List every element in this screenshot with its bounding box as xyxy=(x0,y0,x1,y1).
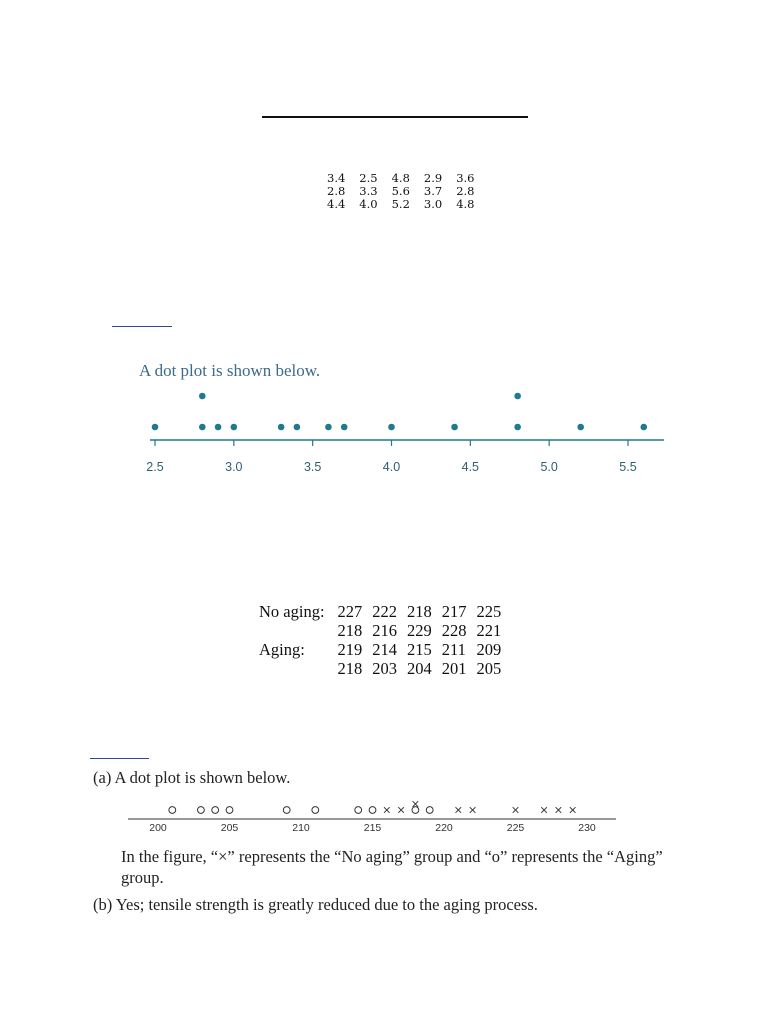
table-row xyxy=(320,198,481,211)
no-aging-marker xyxy=(513,807,519,813)
answer-a: (a) A dot plot is shown below. xyxy=(93,768,291,787)
table-cell: 222 xyxy=(372,602,398,621)
table-cell: 201 xyxy=(441,659,467,678)
table-cell: 217 xyxy=(441,602,467,621)
x-tick-label: 5.0 xyxy=(540,460,558,474)
table-cell: 2.8 xyxy=(456,184,475,198)
aging-marker xyxy=(283,807,290,814)
x-tick-label: 215 xyxy=(363,822,382,834)
x-tick-label: 205 xyxy=(220,822,239,834)
table-row xyxy=(254,659,506,678)
table-cell: 3.4 xyxy=(327,171,346,185)
no-aging-marker xyxy=(556,807,562,813)
table-cell: 4.8 xyxy=(456,197,475,211)
data-dot xyxy=(640,424,647,431)
no-aging-marker xyxy=(470,807,476,813)
data-dot xyxy=(388,424,395,431)
aging-marker xyxy=(355,807,362,814)
table-cell: 218 xyxy=(337,621,363,640)
x-tick-label: 210 xyxy=(292,822,310,834)
table-cell: 229 xyxy=(407,621,432,640)
plot1-caption: A dot plot is shown below. xyxy=(139,361,321,380)
table-cell: 4.0 xyxy=(359,197,378,211)
section-rule-2 xyxy=(90,758,149,759)
no-aging-marker xyxy=(413,801,419,807)
data-dot xyxy=(231,424,238,431)
aging-marker xyxy=(212,807,219,814)
data-dot xyxy=(215,424,222,431)
data-table-1 xyxy=(320,172,481,211)
aging-marker xyxy=(412,807,419,814)
data-dot xyxy=(325,424,332,431)
row-label xyxy=(254,621,333,640)
no-aging-marker xyxy=(384,807,390,813)
table-row xyxy=(254,640,506,659)
table-cell: 227 xyxy=(337,602,363,621)
table-row xyxy=(254,602,506,621)
x-tick-label: 2.5 xyxy=(146,460,164,474)
table-cell: 5.6 xyxy=(391,184,410,198)
data-dot xyxy=(152,424,159,431)
no-aging-marker xyxy=(570,807,576,813)
table-cell: 3.7 xyxy=(423,184,443,198)
data-dot xyxy=(199,393,206,400)
row-label xyxy=(254,659,333,678)
table-cell: 4.4 xyxy=(327,197,346,211)
table-cell: 4.8 xyxy=(391,171,410,185)
data-dot xyxy=(199,424,206,431)
table-cell: 225 xyxy=(476,602,502,621)
table-cell: 205 xyxy=(476,659,502,678)
title-rule xyxy=(262,116,528,118)
figure-note-line-2: group. xyxy=(121,868,164,887)
data-dot xyxy=(514,393,521,400)
x-tick-label: 220 xyxy=(435,822,453,834)
x-tick-label: 4.5 xyxy=(461,460,480,474)
table-cell: 216 xyxy=(372,621,398,640)
aging-marker xyxy=(312,807,319,814)
table-cell: 228 xyxy=(441,621,467,640)
aging-marker xyxy=(198,807,205,814)
table-cell: 219 xyxy=(337,640,363,659)
row-label: No aging: xyxy=(259,602,325,621)
table-cell: 2.5 xyxy=(359,171,378,185)
table-cell: 215 xyxy=(407,640,432,659)
x-tick-label: 3.0 xyxy=(225,460,243,474)
table-cell: 211 xyxy=(441,640,466,659)
x-tick-label: 225 xyxy=(506,822,525,834)
x-tick-label: 4.0 xyxy=(382,460,401,474)
aging-marker xyxy=(169,807,176,814)
data-dot xyxy=(278,424,285,431)
row-label: Aging: xyxy=(259,640,305,659)
data-dot xyxy=(451,424,458,431)
table-cell: 221 xyxy=(476,621,502,640)
figure-note-line-1: In the figure, “×” represents the “No aging” group and “o” represents the “Aging” xyxy=(121,847,663,866)
x-tick-label: 5.5 xyxy=(619,460,637,474)
x-tick-label: 200 xyxy=(149,822,167,834)
data-dot xyxy=(577,424,584,431)
table-cell: 204 xyxy=(407,659,432,678)
x-tick-label: 230 xyxy=(578,822,596,834)
table-cell: 218 xyxy=(337,659,363,678)
dot-plot-1 xyxy=(130,380,670,480)
table-cell: 3.3 xyxy=(359,184,378,198)
table-cell: 5.2 xyxy=(391,197,410,211)
x-tick-label: 3.5 xyxy=(303,460,322,474)
table-cell: 218 xyxy=(407,602,432,621)
data-dot xyxy=(341,424,348,431)
no-aging-marker xyxy=(541,807,547,813)
table-cell: 2.8 xyxy=(327,184,346,198)
aging-marker xyxy=(426,807,433,814)
table-cell: 3.0 xyxy=(423,197,443,211)
table-cell: 214 xyxy=(372,640,398,659)
aging-marker xyxy=(369,807,376,814)
aging-marker xyxy=(226,807,233,814)
table-cell: 3.6 xyxy=(456,171,475,185)
data-dot xyxy=(294,424,301,431)
no-aging-marker xyxy=(398,807,404,813)
table-cell: 2.9 xyxy=(423,171,443,185)
table-cell: 203 xyxy=(372,659,398,678)
table-cell: 209 xyxy=(476,640,502,659)
tensile-table xyxy=(254,602,506,678)
dot-plot-2 xyxy=(118,796,628,838)
table-row xyxy=(254,621,506,640)
section-rule-1 xyxy=(112,326,172,327)
no-aging-marker xyxy=(456,807,462,813)
answer-b: (b) Yes; tensile strength is greatly reduced due to the aging process. xyxy=(93,895,538,914)
data-dot xyxy=(514,424,521,431)
